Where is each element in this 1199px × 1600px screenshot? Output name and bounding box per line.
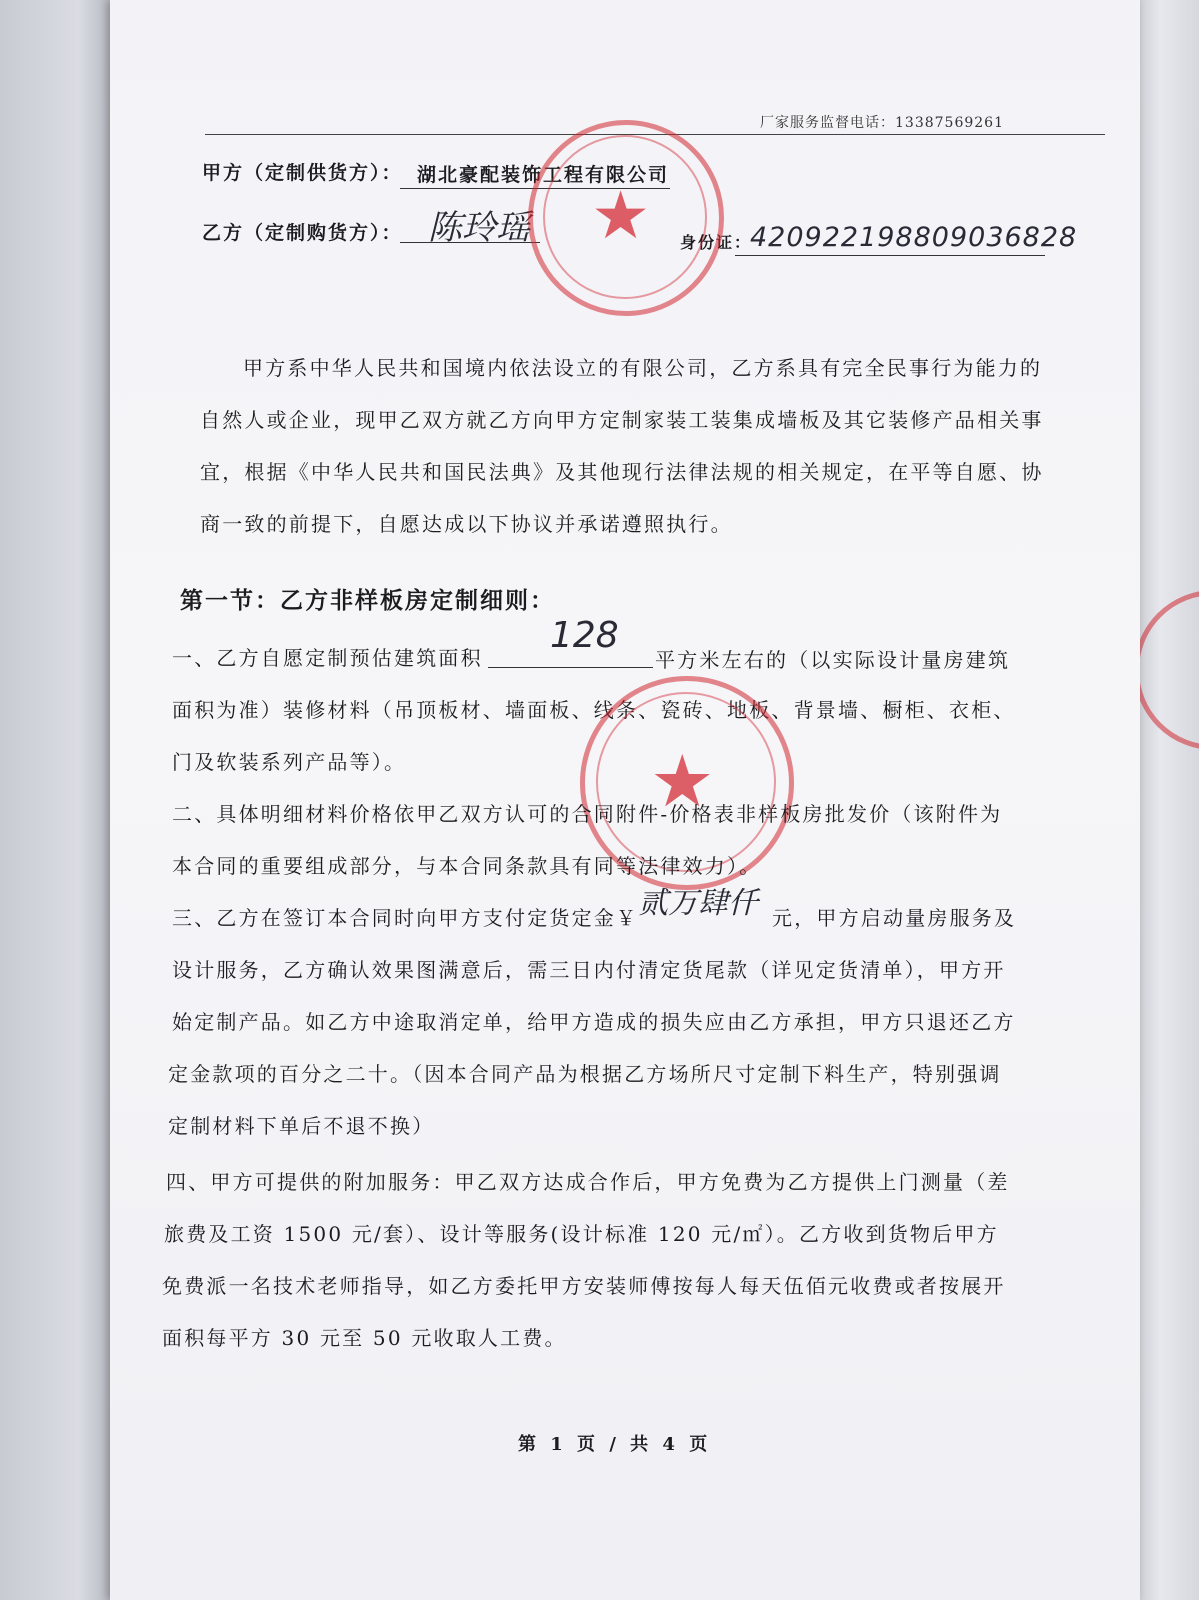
clause-1-suffix: 平方米左右的（以实际设计量房建筑: [655, 648, 1011, 672]
clause-4-line-3: 免费派一名技术老师指导，如乙方委托甲方安装师傅按每人每天伍佰元收费或者按展开: [162, 1274, 1006, 1298]
company-seal-icon: ★: [528, 120, 724, 316]
contract-page: [110, 0, 1140, 1600]
clause-1-line-2: 面积为准）装修材料（吊顶板材、墙面板、线条、瓷砖、地板、背景墙、橱柜、衣柜、: [172, 698, 1016, 722]
company-seal-icon: [1134, 590, 1199, 750]
clause-2-line-1: 二、具体明细材料价格依甲乙双方认可的合同附件-价格表非样板房批发价（该附件为: [172, 802, 1003, 826]
clause-1-line-3: 门及软装系列产品等）。: [172, 750, 407, 774]
deposit-amount-handwritten: 贰万肆仟: [638, 886, 758, 921]
intro-line-1: 甲方系中华人民共和国境内依法设立的有限公司，乙方系具有完全民事行为能力的: [243, 356, 1043, 380]
service-hotline: 厂家服务监督电话：13387569261: [760, 115, 1004, 131]
intro-line-2: 自然人或企业，现甲乙双方就乙方向甲方定制家装工装集成墙板及其它装修产品相关事: [200, 408, 1044, 432]
clause-4-line-2: 旅费及工资 1500 元/套）、设计等服务(设计标准 120 元/㎡）。乙方收到货物后甲方: [164, 1222, 999, 1246]
clause-4-line-1: 四、甲方可提供的附加服务：甲乙双方达成合作后，甲方免费为乙方提供上门测量（差: [166, 1170, 1010, 1194]
company-seal-icon: ★: [580, 676, 794, 890]
area-handwritten: 128: [550, 615, 619, 656]
clause-4-line-4: 面积每平方 30 元至 50 元收取人工费。: [162, 1326, 567, 1350]
party-b-underline: [400, 242, 540, 243]
party-b-label: 乙方（定制购货方）：: [202, 222, 403, 244]
clause-2-line-2: 本合同的重要组成部分，与本合同条款具有同等法律效力）。: [172, 854, 762, 878]
right-page-edge: [1134, 0, 1199, 1600]
party-a-label: 甲方（定制供货方）：: [202, 162, 403, 184]
party-b-name-handwritten: 陈玲瑶: [428, 208, 530, 248]
page-indicator: 第 1 页 / 共 4 页: [518, 1434, 712, 1455]
clause-3-suffix: 元，甲方启动量房服务及: [772, 906, 1017, 930]
intro-line-4: 商一致的前提下，自愿达成以下协议并承诺遵照执行。: [200, 512, 733, 536]
intro-line-3: 宜，根据《中华人民共和国民法典》及其他现行法律法规的相关规定，在平等自愿、协: [200, 460, 1044, 484]
clause-3-line-5: 定制材料下单后不退不换）: [168, 1114, 435, 1138]
id-number-handwritten: 420922198809036828: [750, 222, 1078, 253]
party-a-name: 湖北豪配装饰工程有限公司: [417, 164, 670, 186]
id-label: 身份证：: [680, 233, 753, 252]
section-1-title: 第一节：乙方非样板房定制细则：: [180, 587, 555, 614]
area-underline: [488, 667, 653, 668]
clause-1-prefix: 一、乙方自愿定制预估建筑面积: [172, 646, 483, 670]
clause-3-line-3: 始定制产品。如乙方中途取消定单，给甲方造成的损失应由乙方承担，甲方只退还乙方: [172, 1010, 1016, 1034]
left-page-stack: [0, 0, 112, 1600]
clause-3-line-2: 设计服务，乙方确认效果图满意后，需三日内付清定货尾款（详见定货清单），甲方开: [172, 958, 1006, 982]
clause-3-line-4: 定金款项的百分之二十。（因本合同产品为根据乙方场所尺寸定制下料生产，特别强调: [168, 1062, 1002, 1086]
id-underline: [735, 255, 1045, 256]
clause-3-prefix: 三、乙方在签订本合同时向甲方支付定货定金￥: [172, 906, 639, 930]
